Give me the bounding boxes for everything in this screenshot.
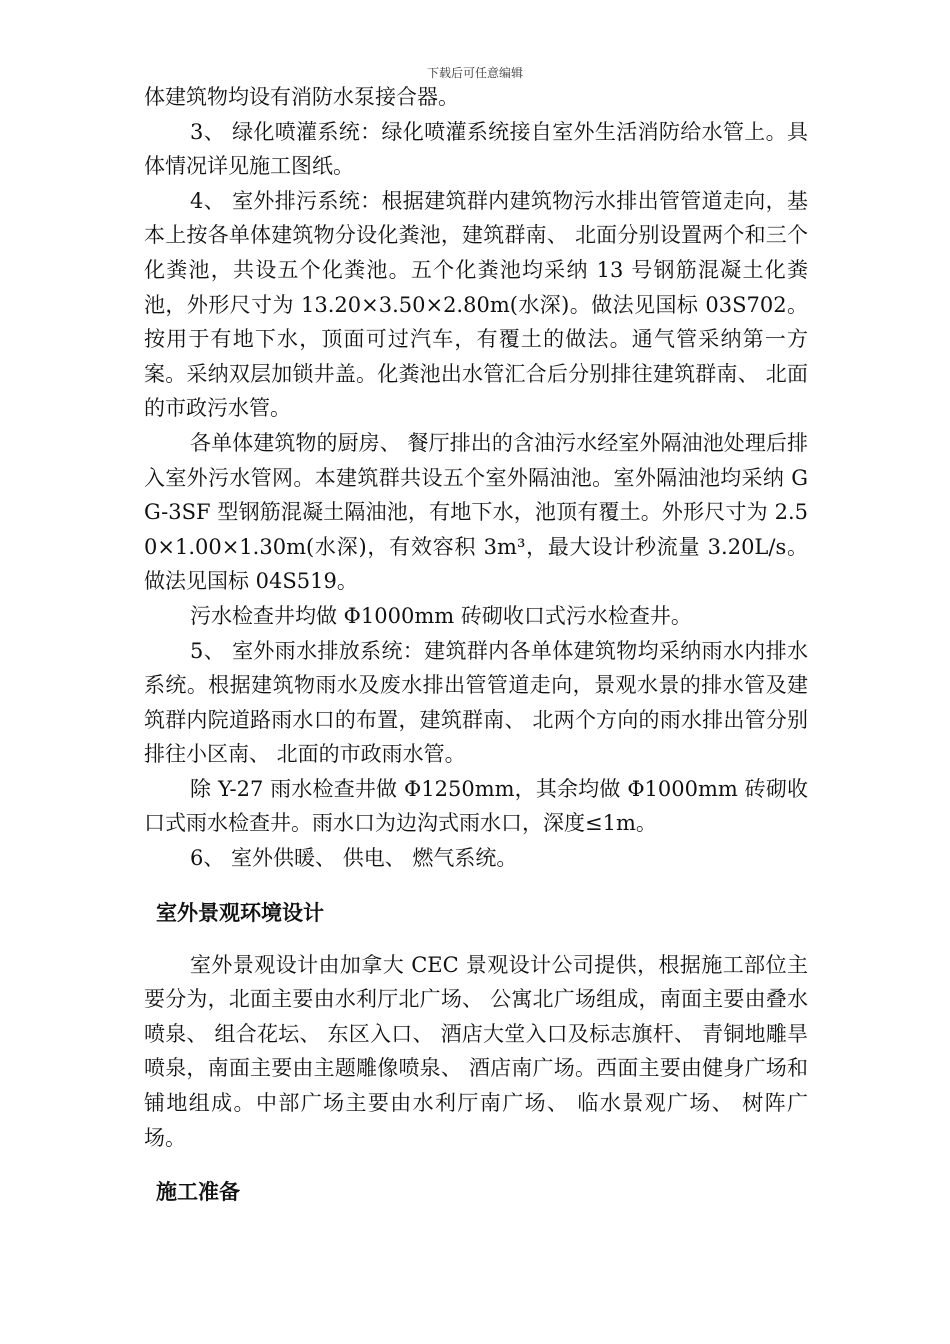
section-heading-construction-preparation: 施工准备 bbox=[156, 1180, 240, 1205]
paragraph-fire-pump-connector: 体建筑物均设有消防水泵接合器。 bbox=[144, 85, 459, 109]
paragraph-rainwater-manhole: 除 Y-27 雨水检查井做 Φ1250mm，其余均做 Φ1000mm 砖砌收口式雨水检查井。雨水口为边沟式雨水口，深度≤1m。 bbox=[144, 776, 808, 836]
document-body bbox=[144, 80, 808, 1207]
paragraph-grease-trap: 各单体建筑物的厨房、 餐厅排出的含油污水经室外隔油池处理后排入室外污水管网。本建筑群共设五个室外隔油池。室外隔油池均采纳 GG-3SF 型钢筋混凝土隔油池，有地下水，池顶有覆土。外形尺寸为 2.50×1.00×1.30m(水深)，有效容积 3m³，最大设计秒流量 3.20L/s。做法见国标 04S519。 bbox=[144, 430, 808, 594]
paragraph-sewage-system: 4、 室外排污系统：根据建筑群内建筑物污水排出管管道走向，基本上按各单体建筑物分设化粪池，建筑群南、 北面分别设置两个和三个化粪池，共设五个化粪池。五个化粪池均采纳 13 号钢筋混凝土化粪池，外形尺寸为 13.20×3.50×2.80m(水深)。做法见国标 03S702。按用于有地下水，顶面可过汽车，有覆土的做法。通气管采纳第一方案。采纳双层加锁井盖。化粪池出水管汇合后分别排往建筑群南、 北面的市政污水管。 bbox=[144, 188, 808, 421]
page-header: 下载后可任意编辑 bbox=[426, 66, 523, 80]
section-heading-landscape: 室外景观环境设计 bbox=[156, 900, 324, 925]
paragraph-rainwater-system: 5、 室外雨水排放系统：建筑群内各单体建筑物均采纳雨水内排水系统。根据建筑物雨水及废水排出管管道走向，景观水景的排水管及建筑群内院道路雨水口的布置，建筑群南、 北两个方向的雨水排出管分别排往小区南、 北面的市政雨水管。 bbox=[144, 638, 808, 767]
paragraph-irrigation-system: 3、 绿化喷灌系统：绿化喷灌系统接自室外生活消防给水管上。具体情况详见施工图纸。 bbox=[144, 119, 808, 179]
paragraph-landscape-design: 室外景观设计由加拿大 CEC 景观设计公司提供，根据施工部位主要分为，北面主要由水利厅北广场、 公寓北广场组成，南面主要由叠水喷泉、 组合花坛、 东区入口、 酒店大堂入口及标志旗杆、 青铜地雕旱喷泉，南面主要由主题雕像喷泉、 酒店南广场。西面主要由健身广场和铺地组成。中部广场主要由水利厅南广场、 临水景观广场、 树阵广场。 bbox=[144, 952, 808, 1150]
paragraph-heating-power-gas: 6、 室外供暖、 供电、 燃气系统。 bbox=[190, 846, 518, 871]
paragraph-sewage-manhole: 污水检查井均做 Φ1000mm 砖砌收口式污水检查井。 bbox=[190, 603, 692, 628]
